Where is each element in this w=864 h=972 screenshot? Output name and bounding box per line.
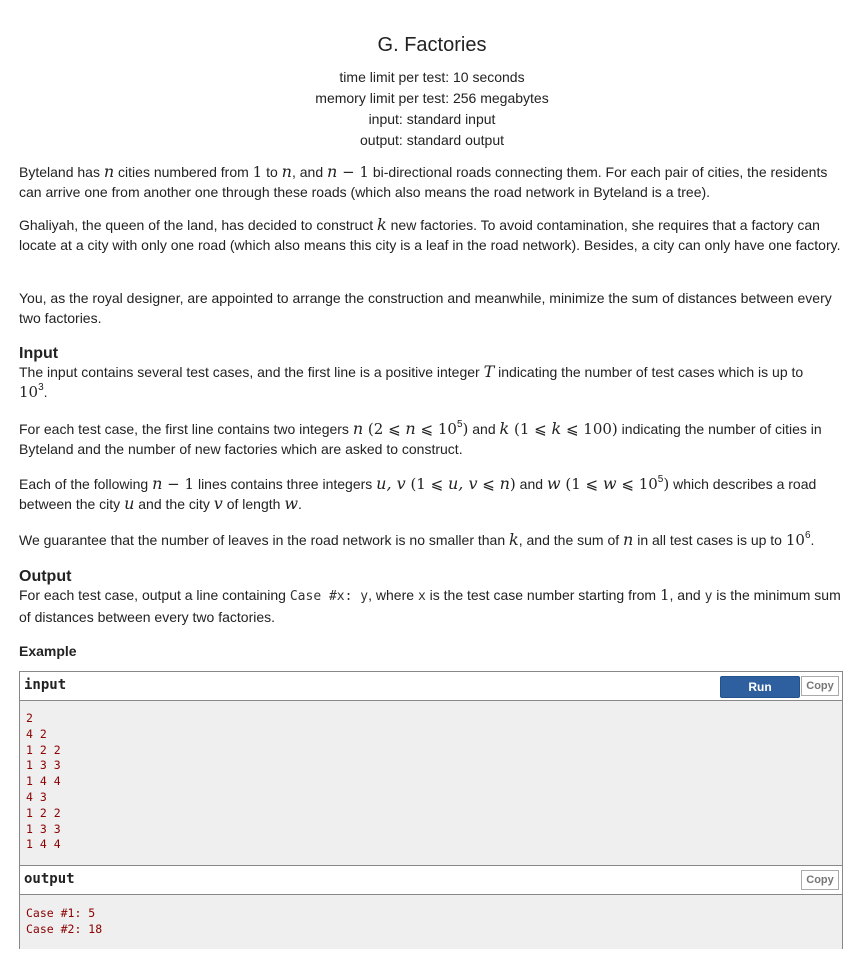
output-spec: output: standard output [360,132,504,148]
output-section-title: Output [19,568,72,585]
example-input-box [19,671,843,866]
input-section-title: Input [19,345,59,362]
example-output-body [20,895,842,949]
example-input-body [20,701,842,866]
example-output-box [19,865,843,949]
example-input-header [20,672,842,701]
example-output-text: Case #1: 5 Case #2: 18 [26,906,103,936]
run-button[interactable]: Run [720,676,800,698]
copy-input-button[interactable]: Copy [801,676,839,696]
input-paragraph-1: The input contains several test cases, and the first line is a positive integer T indicating the number of test cases which is up to $10^3$. [19,362,804,401]
example-output-label: output [24,871,75,887]
problem-header [19,0,845,151]
problem-title: G. Factories [377,34,487,56]
input-paragraph-3: Each of the following n − 1 lines contains three integers u, v (1 ⩽ u, v ⩽ n) and w (1 ⩽ w ⩽ $10^5$) which describes a road between the city u and the city v of length w. [19,474,817,513]
statement-paragraph-3: You, as the royal designer, are appointed to arrange the construction and meanwhile, minimize the sum of distances between every two factories. [19,290,832,326]
statement-paragraph-2: Ghaliyah, the queen of the land, has decided to construct k new factories. To avoid contamination, she requires that a factory can locate at a city with only one road (which also means this city is a leaf in the road network). Besides, a city can only have one factory. [19,215,841,253]
example-input-label: input [24,677,67,693]
example-input-text: 2 4 2 1 2 2 1 3 3 1 4 4 4 3 1 2 2 1 3 3 1 4 4 [26,711,61,852]
output-paragraph: For each test case, output a line containing Case #x: y, where x is the test case number starting from 1, and y is the minimum sum of distances between every two factories. [19,586,841,625]
input-paragraph-2: For each test case, the first line contains two integers n (2 ⩽ n ⩽ $10^5$) and k (1 ⩽ k ⩽ 100) indicating the number of cities in Byteland and the number of new factories which are asked to construct. [19,419,822,457]
copy-output-button[interactable]: Copy [801,870,839,890]
example-output-header [20,866,842,895]
example-title: Example [19,643,77,659]
memory-limit: memory limit per test: 256 megabytes [315,90,549,106]
time-limit: time limit per test: 10 seconds [339,69,525,85]
statement-paragraph-1: Byteland has n cities numbered from 1 to n, and n − 1 bi-directional roads connecting them. For each pair of cities, the residents can arrive one from another one through these roads (which also means the road network in Byteland is a tree). [19,162,828,200]
input-spec: input: standard input [368,111,496,127]
input-paragraph-4: We guarantee that the number of leaves in the road network is no smaller than k, and the sum of n in all test cases is up to $10^6$. [19,530,815,549]
